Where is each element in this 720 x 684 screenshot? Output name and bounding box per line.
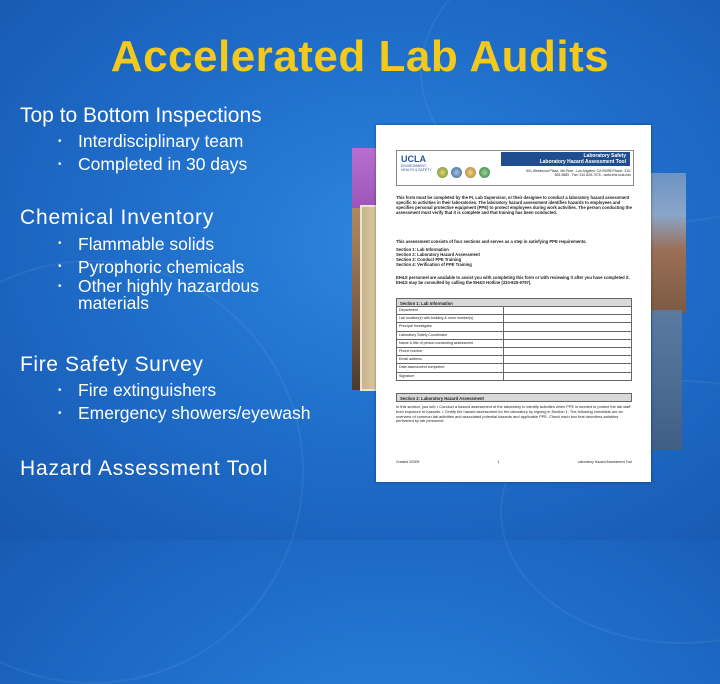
field-label: Date assessment completed bbox=[397, 364, 504, 371]
bullet-item: • Interdisciplinary team bbox=[58, 130, 247, 153]
hazard-assessment-document bbox=[376, 125, 651, 482]
document-footer bbox=[396, 460, 632, 464]
document-address: 501 Westwood Plaza, 4th Floor - Los Angeles, CA 90095 Phone: 310-825-5689 - Fax: 310-825-7076 - www.ehs.ucla.edu bbox=[526, 169, 631, 177]
ucla-logo: UCLA bbox=[401, 154, 426, 164]
seal-icon bbox=[465, 167, 476, 178]
section-2-text: In this section, you will: • Conduct a hazard assessment of the laboratory to identify activities when PPE is needed to protect the lab staff from exposure to hazards. • Certify the hazard assessment for the laboratory by signing in Section 1. The following checklists are an overview of common lab activities and associated potential hazards and applicable PPE. Check each box that describes activities performed by lab personnel. bbox=[396, 404, 631, 424]
footer-doc-name: Laboratory Hazard Assessment Tool bbox=[577, 460, 632, 464]
document-note: EH&S personnel are available to assist you with completing this form or with reviewing it after you have completed it. EH&S may be consulted by calling the EH&S Hotline (310-825-9797). bbox=[396, 275, 630, 285]
section-1-bar: Section 1: Lab Information bbox=[396, 298, 632, 307]
bullet-list-chemical bbox=[58, 233, 298, 312]
table-row bbox=[396, 348, 632, 356]
footer-page-number: 1 bbox=[497, 460, 500, 464]
bullet-item: • Flammable solids bbox=[58, 233, 298, 256]
heading-top-to-bottom: Top to Bottom Inspections bbox=[20, 104, 262, 127]
slide-title: Accelerated Lab Audits bbox=[110, 32, 610, 81]
field-label: Lab location(s) with building & room number(s) bbox=[397, 315, 504, 322]
seal-icon bbox=[479, 167, 490, 178]
lab-info-table bbox=[396, 307, 632, 381]
bullet-item: • Fire extinguishers bbox=[58, 379, 310, 402]
field-label: Phone number bbox=[397, 348, 504, 355]
section-list-item: Section 1: Lab Information bbox=[396, 247, 449, 252]
sections-intro: This assessment consists of four sections and serves as a step in satisfying PPE requirements. bbox=[396, 239, 587, 244]
field-label: Signature bbox=[397, 373, 504, 380]
field-label: Email address bbox=[397, 356, 504, 363]
document-intro: This form must be completed by the PI, Lab Supervisor, or their designee to conduct a laboratory hazard assessment specific to activities in their laboratories. The laboratory hazard assessment identifies hazards to employees and specifies personal protective equipment (PPE) to protect employees during work activities. The person conducting the assessment must verify that it is complete and that training has been conducted. bbox=[396, 195, 632, 215]
bullet-item: • Completed in 30 days bbox=[58, 153, 247, 176]
document-header bbox=[396, 150, 634, 186]
building-photo-right bbox=[648, 173, 686, 313]
table-row bbox=[396, 315, 632, 323]
document-title-1: Laboratory Safety bbox=[583, 153, 626, 159]
table-row bbox=[396, 373, 632, 381]
section-list-item: Section 4: Verification of PPE Training bbox=[396, 262, 472, 267]
bullet-item: • Pyrophoric chemicals bbox=[58, 256, 298, 279]
heading-fire-safety: Fire Safety Survey bbox=[20, 353, 204, 376]
field-label: Department bbox=[397, 307, 504, 314]
footer-created: Created 3/2009 bbox=[396, 460, 420, 464]
table-row bbox=[396, 340, 632, 348]
table-row bbox=[396, 364, 632, 372]
building-photo-right-bottom bbox=[652, 310, 682, 450]
seal-icon bbox=[451, 167, 462, 178]
section-list-item: Section 2: Laboratory Hazard Assessment bbox=[396, 252, 480, 257]
field-label: Name & title of person conducting assessment bbox=[397, 340, 504, 347]
field-label: Principal Investigator bbox=[397, 323, 504, 330]
section-2-bar: Section 2: Laboratory Hazard Assessment bbox=[396, 393, 632, 402]
bullet-item: • Other highly hazardous materials bbox=[58, 278, 278, 312]
document-section-list bbox=[396, 239, 632, 267]
document-title-2: Laboratory Hazard Assessment Tool bbox=[539, 159, 626, 165]
heading-hazard-assessment: Hazard Assessment Tool bbox=[20, 457, 269, 480]
heading-chemical-inventory: Chemical Inventory bbox=[20, 206, 215, 229]
bullet-list-inspections bbox=[58, 130, 247, 176]
document-title-box bbox=[501, 152, 630, 166]
ucla-logo-subtitle: ENVIRONMENT, HEALTH & SAFETY bbox=[401, 164, 432, 172]
section-list-item: Section 3: Conduct PPE Training bbox=[396, 257, 462, 262]
seal-icon bbox=[437, 167, 448, 178]
table-row bbox=[396, 323, 632, 331]
table-row bbox=[396, 356, 632, 364]
bullet-list-fire bbox=[58, 379, 310, 425]
field-label: Laboratory Safety Coordinator bbox=[397, 332, 504, 339]
table-row bbox=[396, 332, 632, 340]
bullet-item: • Emergency showers/eyewash bbox=[58, 402, 310, 425]
table-row bbox=[396, 307, 632, 315]
